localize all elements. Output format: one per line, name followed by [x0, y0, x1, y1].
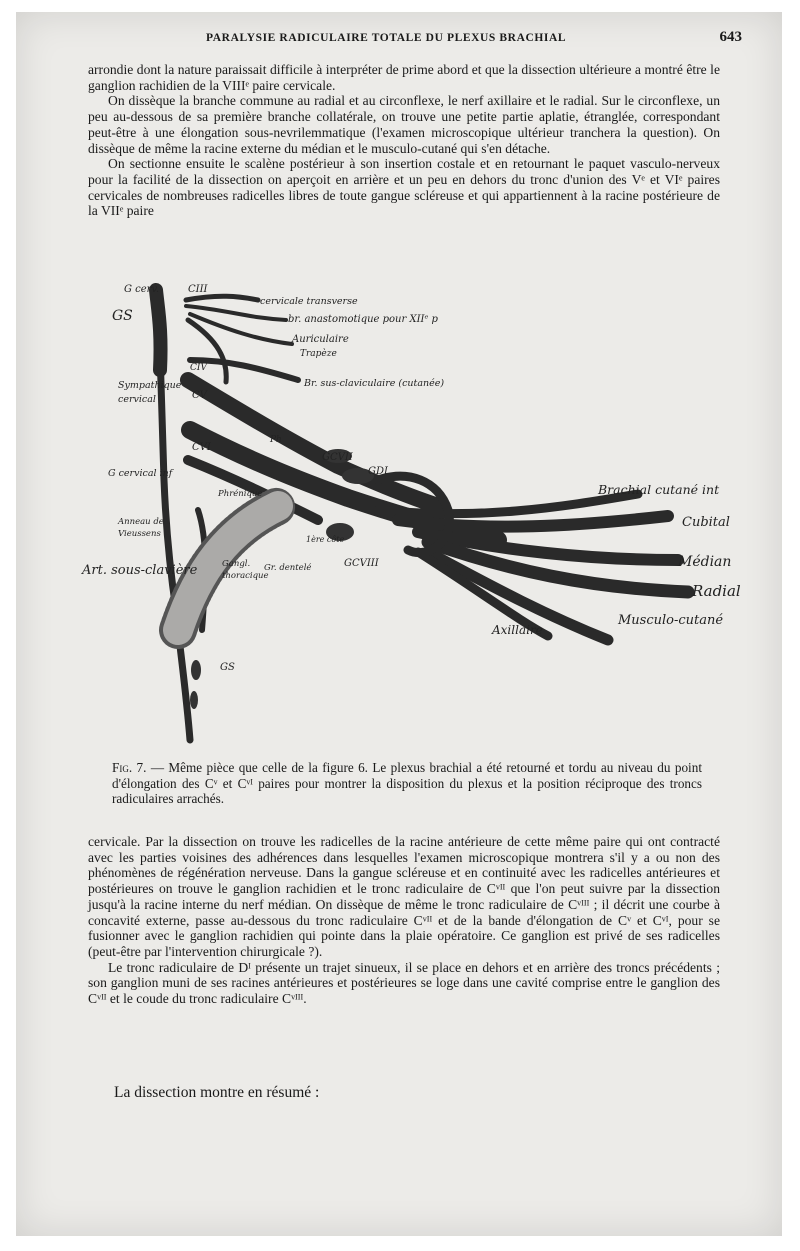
- label-art-sous-claviere: Art. sous-clavière: [82, 563, 198, 578]
- label-musculo-cutane: Musculo-cutané: [618, 613, 724, 628]
- text-block-top: [88, 62, 720, 219]
- page: [16, 12, 782, 1236]
- label-sus-claviculaire: Br. sus-claviculaire (cutanée): [304, 378, 445, 389]
- label-auriculaire: Auriculaire: [292, 334, 349, 345]
- paragraph: arrondie dont la nature paraissait difficile à interpréter de prime abord et que la dissection ultérieure a montré être le ganglion rachidien de la VIIIᵉ paire cervicale.: [88, 62, 720, 93]
- label-cervical: cervical: [118, 394, 156, 405]
- page-number: 643: [719, 29, 742, 45]
- label-ph: Ph: [270, 435, 282, 445]
- label-radial: Radial: [692, 582, 741, 600]
- label-g-cervical-inf: G cervical inf: [108, 468, 173, 479]
- label-vieussens: Vieussens: [118, 529, 161, 539]
- paragraph: On dissèque la branche commune au radial et au circonflexe, le nerf axillaire et le radial. Sur le circonflexe, un peu au-dessous de sa première branche collatérale, on trouve une petite partie aplatie, étranglée, correspondant peut-être à une élongation sous-nevrilemmatique (l'examen microscopique ultérieur tranchera la question). On dissèque de même la racine externe du médian et le musculo-cutané qui s'en détache.: [88, 93, 720, 156]
- label-axillaire: Axillaire: [492, 623, 543, 637]
- label-gangl-1: Gangl.: [222, 559, 251, 569]
- paragraph: On sectionne ensuite le scalène postérieur à son insertion costale et en retournant le paquet vasculo-nerveux pour la facilité de la dissection on aperçoit en arrière et un peu en dehors du tronc d'union des Vᵉ et VIᵉ paires cervicales de nombreuses radicelles libres de toute gangue scléreuse et qui appartiennent à la racine postérieure de la VIIᵉ paire: [88, 156, 720, 219]
- label-trapeze: Trapèze: [300, 349, 337, 359]
- label-anneau: Anneau de: [118, 517, 164, 527]
- label-c5: CV: [192, 390, 207, 401]
- plexus-illustration: [78, 270, 768, 754]
- running-head: [16, 20, 782, 50]
- label-gs-bottom: GS: [220, 662, 235, 673]
- label-gr-dentele: Gr. dentelé: [264, 563, 312, 573]
- paragraph: Le tronc radiculaire de Dᴵ présente un trajet sinueux, il se place en dehors et en arrière des troncs précédents ; son ganglion muni de ses racines antérieures et postérieures se loge dans une cavité comprise entre le ganglion des Cᵛᴵᴵ et le coude du tronc radiculaire Cᵛᴵᴵᴵ.: [88, 959, 720, 1007]
- label-cervicale-transverse: cervicale transverse: [260, 296, 358, 307]
- label-brachial-cutane: Brachial cutané int: [598, 482, 720, 497]
- label-sympathique: Sympathique: [118, 380, 182, 391]
- label-gd1: GDI: [368, 466, 388, 477]
- label-gc8: GCVIII: [344, 558, 379, 569]
- label-cubital: Cubital: [682, 515, 730, 530]
- label-cote-1: 1ère côte: [306, 535, 345, 544]
- caption-label: Fig. 7.: [112, 760, 147, 775]
- label-phrenique: Phrénique: [218, 489, 263, 499]
- text-block-bottom: [88, 834, 720, 1007]
- label-gs-top: GS: [112, 308, 133, 324]
- paragraph: cervicale. Par la dissection on trouve les radicelles de la racine antérieure de cette même paire qui ont contracté avec les parties voisines des adhérences dans lesquelles l'examen microscopique montrera s'il y a ou non des phénomènes de régénération nerveuse. Dans la gangue scléreuse et en continuité avec les radicelles antérieures et postérieures on trouve le ganglion rachidien et le tronc radiculaire de Cᵛᴵᴵ que l'on peut suivre par la dissection jusqu'à la racine interne du nerf médian. On dissèque de même le tronc radiculaire de Cᵛᴵᴵᴵ ; il décrit une courbe à concavité externe, passe au-dessous du tronc radiculaire Cᵛᴵᴵ et de la bande d'élongation de Cᵛ et Cᵛᴵ, pour se fusionner avec le ganglion rachidien qui pointe dans la plaie opératoire. Ce ganglion est privé de ses radicelles (peut-être par l'intervention chirurgicale ?).: [88, 834, 720, 959]
- label-gc7: GCVII: [322, 452, 353, 463]
- label-c6: CVI: [192, 442, 211, 453]
- running-head-title: PARALYSIE RADICULAIRE TOTALE DU PLEXUS BRACHIAL: [206, 32, 567, 44]
- label-gangl-2: thoracique: [222, 571, 269, 581]
- caption-text: — Même pièce que celle de la figure 6. Le plexus brachial a été retourné et tordu au niveau du point d'élongation des Cᵛ et Cᵛᴵ paires pour montrer la disposition du plexus et la position réciproque des troncs radiculaires arrachés.: [112, 760, 702, 806]
- label-br-anastomotique: br. anastomotique pour XIIᵉ p: [288, 314, 438, 325]
- label-median: Médian: [678, 554, 732, 570]
- label-c4: CIV: [190, 363, 207, 373]
- label-c3: CIII: [188, 284, 208, 295]
- summary-line: La dissection montre en résumé :: [114, 1084, 320, 1101]
- figure-brachial-plexus: [78, 270, 768, 754]
- figure-caption: [112, 760, 702, 807]
- label-g-cerv: G cerv.: [124, 284, 160, 295]
